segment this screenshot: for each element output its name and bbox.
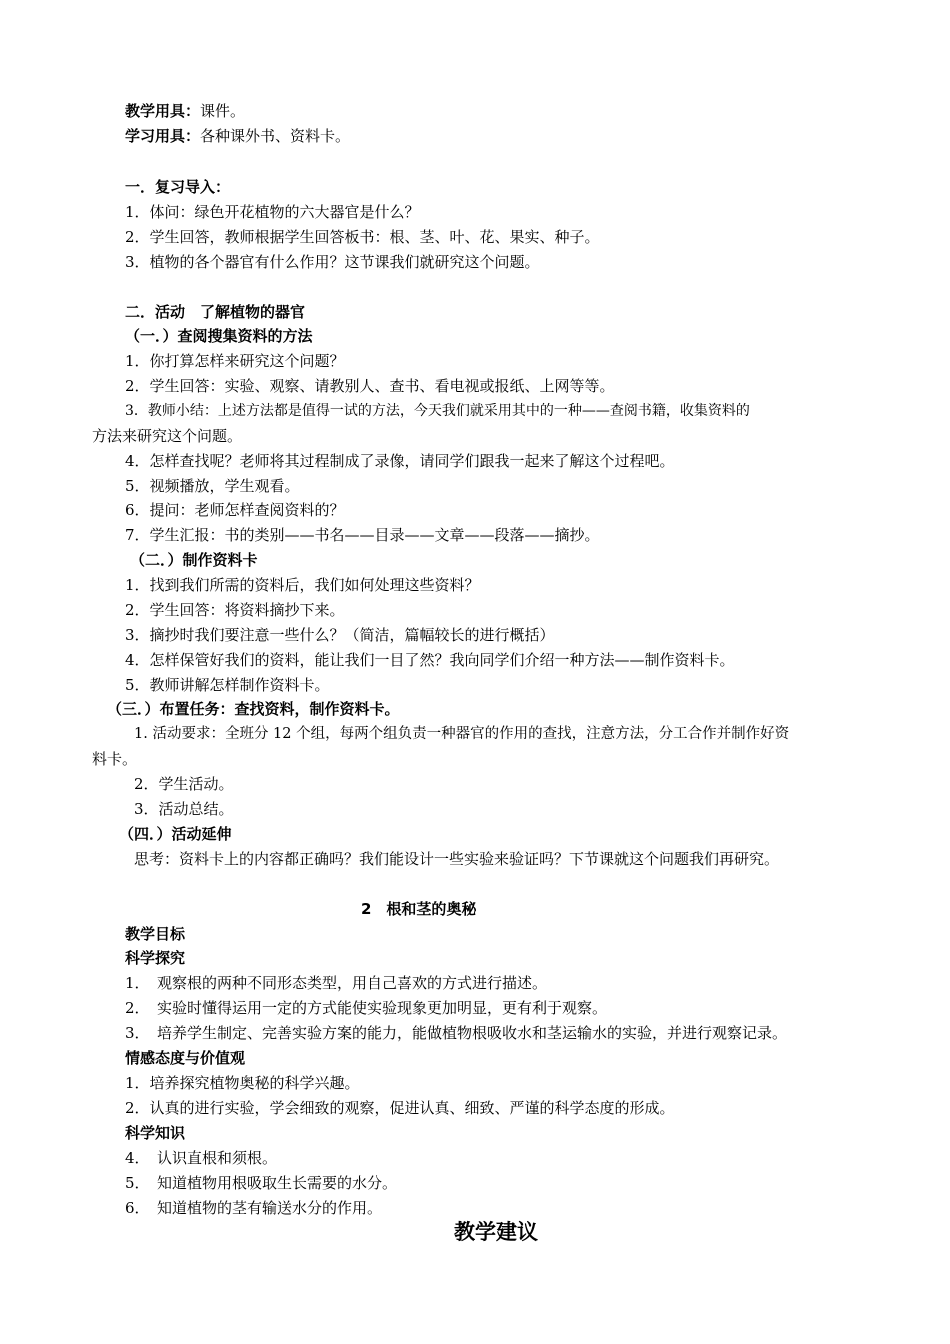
- inquiry-item: 2． 实验时懂得运用一定的方式能使实验现象更加明显，更有利于观察。: [125, 999, 608, 1017]
- sub3-item: 1. 活动要求：全班分 12 个组，每两个组负责一种器官的作用的查找，注意方法，分工合作并制作好资: [134, 726, 790, 742]
- inquiry-item: 3． 培养学生制定、完善实验方案的能力，能做植物根吸收水和茎运输水的实验，并进行观察记录。: [125, 1024, 788, 1042]
- learning-tools-line: [125, 126, 350, 146]
- knowledge-item: 5． 知道植物用根吸取生长需要的水分。: [125, 1174, 398, 1192]
- attitude-item: 2．认真的进行实验，学会细致的观察，促进认真、细致、严谨的科学态度的形成。: [125, 1099, 675, 1117]
- sub2-item: 3．摘抄时我们要注意一些什么？（简洁，篇幅较长的进行概括）: [125, 626, 555, 644]
- attitude-heading: 情感态度与价值观: [125, 1049, 246, 1067]
- sub1-item: 3．教师小结：上述方法都是值得一试的方法，今天我们就采用其中的一种——查阅书籍，收集资料的: [125, 403, 750, 419]
- sub3-item: 料卡。: [92, 750, 138, 768]
- learning-tools-value: 各种课外书、资料卡。: [200, 127, 351, 145]
- sub2-item: 2．学生回答：将资料摘抄下来。: [125, 601, 345, 619]
- knowledge-item: 6． 知道植物的茎有输送水分的作用。: [125, 1199, 383, 1217]
- sub1-item: 7．学生汇报：书的类别——书名——目录——文章——段落——摘抄。: [125, 526, 600, 544]
- sub2-heading: （二．）制作资料卡: [130, 551, 258, 569]
- sub1-item: 5．视频播放，学生观看。: [125, 477, 300, 495]
- section2-heading: 二．活动 了解植物的器官: [125, 303, 306, 321]
- sub1-heading: （一．）查阅搜集资料的方法: [125, 327, 313, 345]
- knowledge-heading: 科学知识: [125, 1124, 186, 1142]
- sub1-item: 6．提问：老师怎样查阅资料的？: [125, 501, 345, 519]
- sub3-heading: （三．）布置任务：查找资料，制作资料卡。: [107, 700, 400, 718]
- sub1-item: 4．怎样查找呢？老师将其过程制成了录像，请同学们跟我一起来了解这个过程吧。: [125, 452, 675, 470]
- sub2-item: 5．教师讲解怎样制作资料卡。: [125, 676, 330, 694]
- sub3-item: 3．活动总结。: [134, 800, 234, 818]
- sub1-item: 方法来研究这个问题。: [92, 427, 243, 445]
- lesson2-title: 2 根和茎的奥秘: [361, 900, 477, 918]
- section1-item: 2．学生回答，教师根据学生回答板书：根、茎、叶、花、果实、种子。: [125, 228, 600, 246]
- inquiry-item: 1． 观察根的两种不同形态类型，用自己喜欢的方式进行描述。: [125, 974, 548, 992]
- section1-item: 3．植物的各个器官有什么作用？这节课我们就研究这个问题。: [125, 253, 540, 271]
- learning-tools-label: 学习用具：: [125, 127, 201, 145]
- sub1-item: 2．学生回答：实验、观察、请教别人、查书、看电视或报纸、上网等等。: [125, 377, 615, 395]
- teaching-tools-line: [125, 101, 245, 121]
- sub3-item: 2．学生活动。: [134, 775, 234, 793]
- sub4-heading: （四．）活动延伸: [119, 825, 232, 843]
- attitude-item: 1．培养探究植物奥秘的科学兴趣。: [125, 1074, 360, 1092]
- sub4-item: 思考：资料卡上的内容都正确吗？我们能设计一些实验来验证吗？下节课就这个问题我们再研究。: [134, 850, 780, 868]
- section1-item: 1．体问：绿色开花植物的六大器官是什么？: [125, 203, 420, 221]
- teaching-tools-value: 课件。: [200, 102, 246, 120]
- inquiry-heading: 科学探究: [125, 949, 186, 967]
- teaching-suggestion-heading: 教学建议: [454, 1220, 538, 1244]
- sub2-item: 1．找到我们所需的资料后，我们如何处理这些资料？: [125, 576, 480, 594]
- teaching-tools-label: 教学用具：: [125, 102, 201, 120]
- sub1-item: 1．你打算怎样来研究这个问题？: [125, 352, 345, 370]
- goals-heading: 教学目标: [125, 925, 186, 943]
- sub2-item: 4．怎样保管好我们的资料，能让我们一目了然？我向同学们介绍一种方法——制作资料卡。: [125, 651, 735, 669]
- section1-heading: 一．复习导入：: [125, 178, 231, 196]
- knowledge-item: 4． 认识直根和须根。: [125, 1149, 278, 1167]
